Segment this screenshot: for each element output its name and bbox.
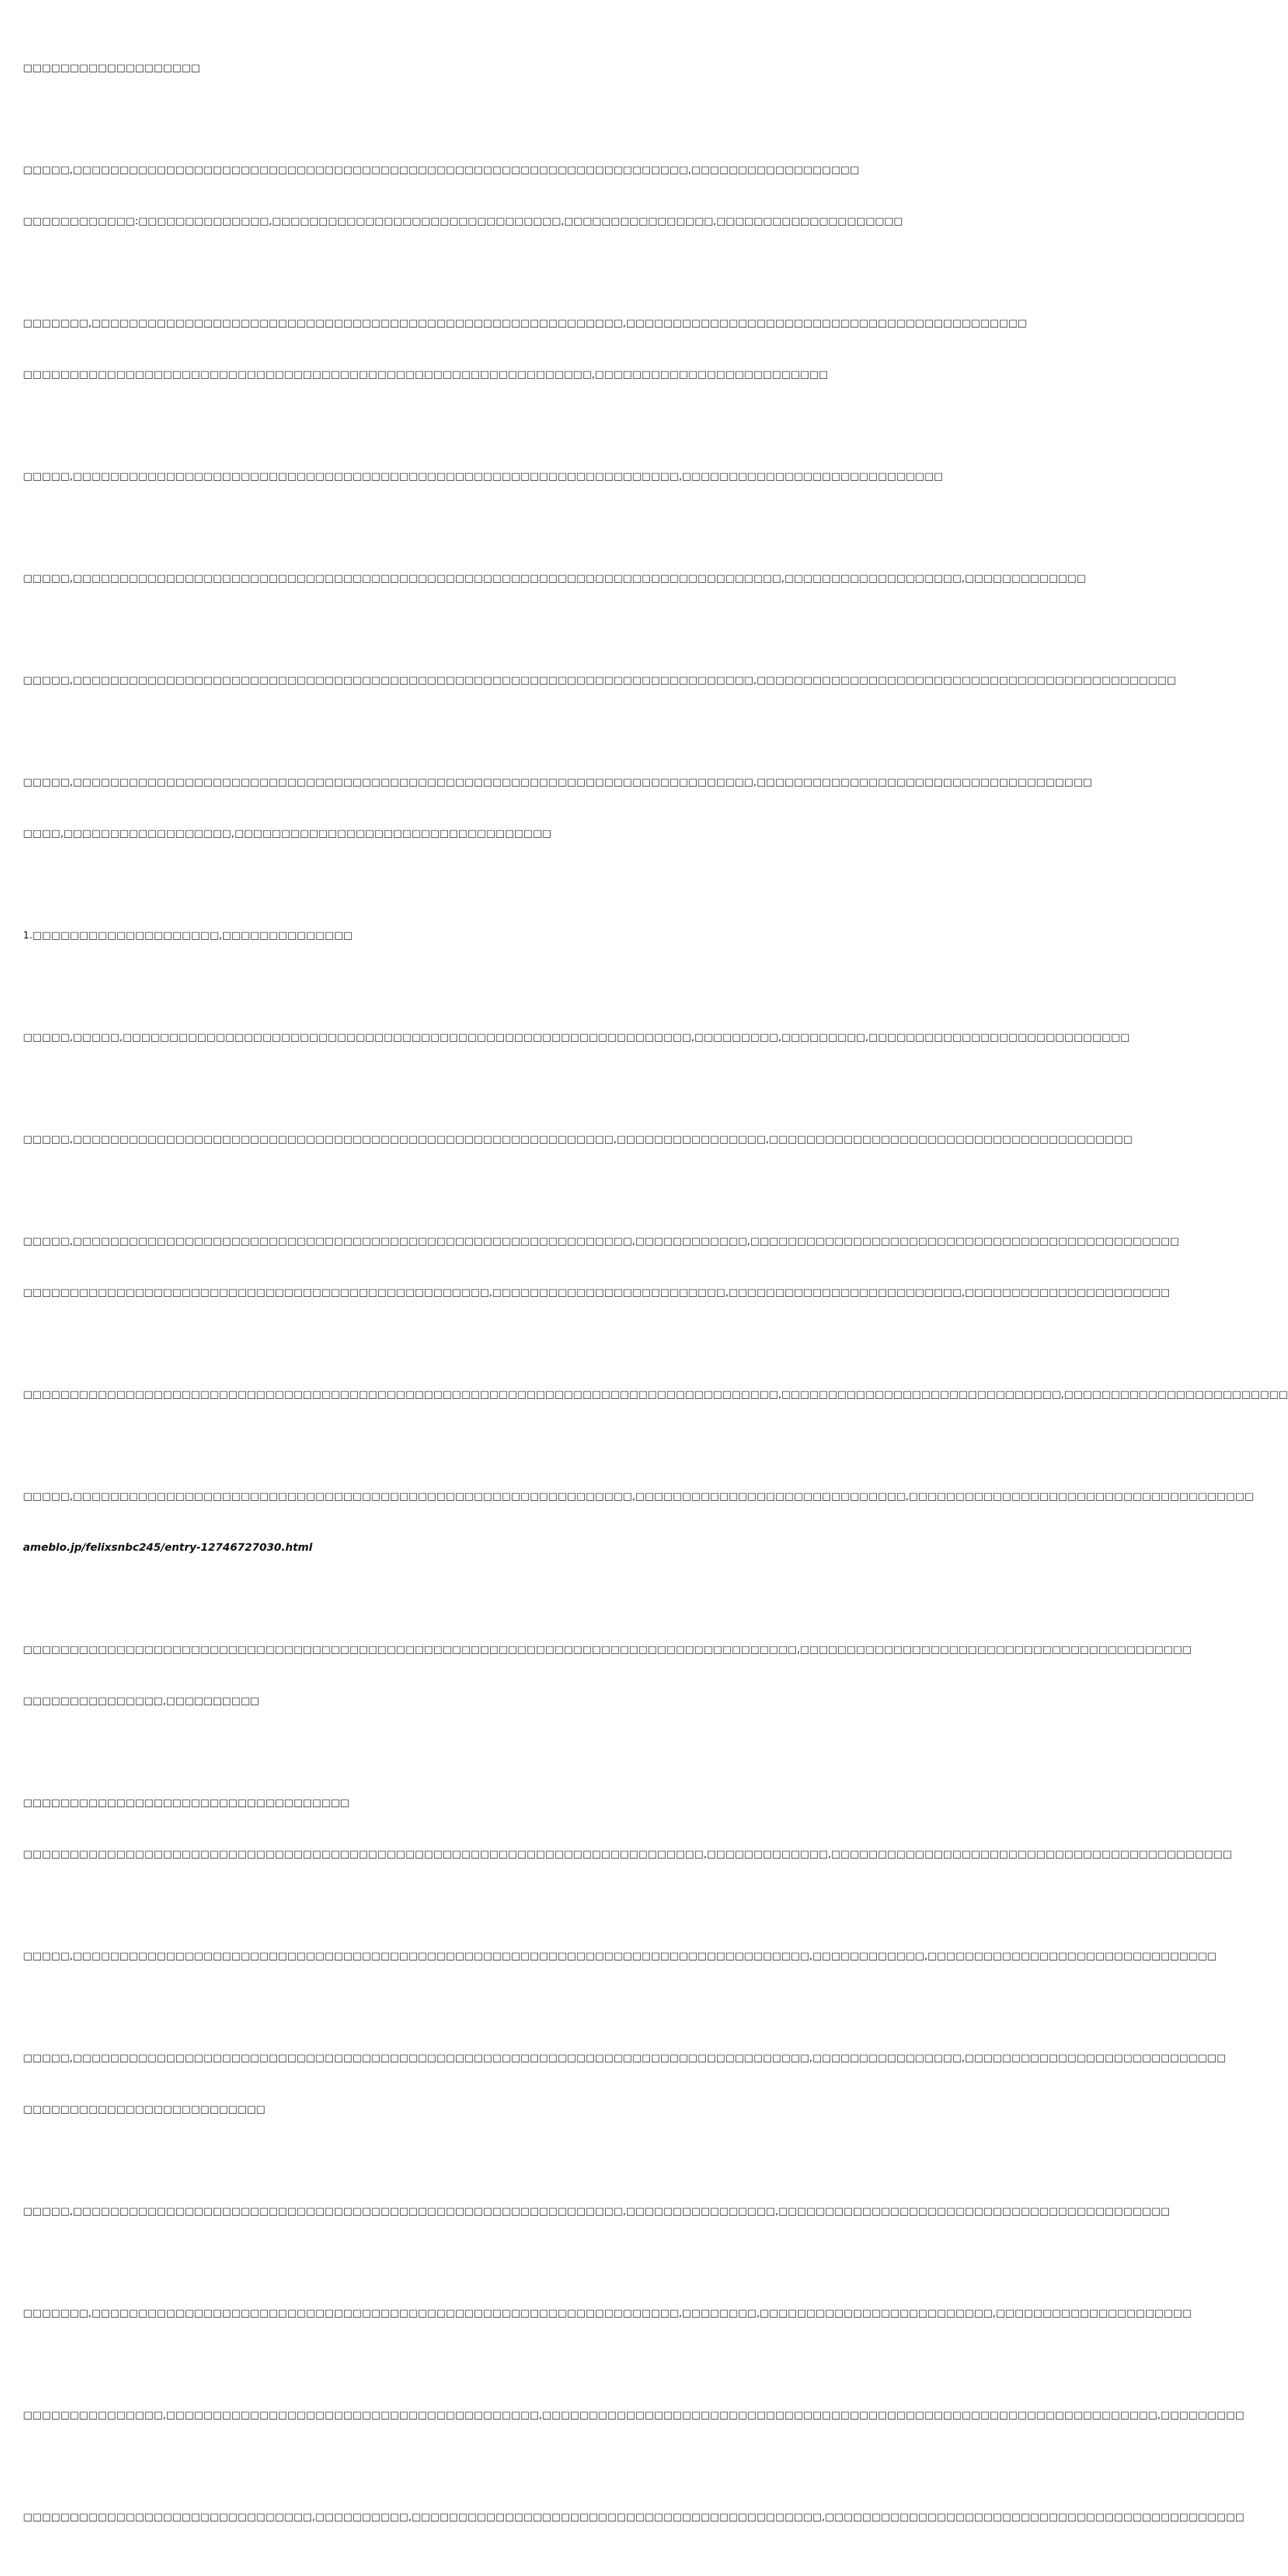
paragraph-line: □□□□□,□□□□□□□□□□□□□□□□□□□□□□□□□□□□□□□□□□□□□□□□□□□□□□□□□□□□□□□□□□□□□□□□□□□□□□□□□,□□□□□□□□□□□□□□□□□□□□□□□□□□□□□□□□□□□□ <box>23 776 1093 788</box>
paragraph-line: □□□□□,□□□□□,□□□□□□□□□□□□□□□□□□□□□□□□□□□□□□□□□□□□□□□□□□□□□□□□□□□□□□□□□□□□□,□□□□□□□□□,□□□□□□□□□,□□□□□□□□□□□□□□□□□□□□□□□□□□□□ <box>23 1031 1130 1043</box>
paragraph-line: □□□□□□□□□□□□□□□□□□□□□□□□□□□□□□□□□□□ <box>23 1797 350 1809</box>
paragraph <box>23 994 1130 1080</box>
paragraph <box>23 1198 1179 1335</box>
paragraph-line: □□□□□,□□□□□□□□□□□□□□□□□□□□□□□□□□□□□□□□□□□□□□□□□□□□□□□□□□□□□□□□□□□□□□□□□□□□□□□□□□□□□□□,□□□□□□□□□□□□,□□□□□□□□□□□□□□□□□□□□□□□□□□□□□□□ <box>23 1950 1217 1962</box>
paragraph-line: □□□□□□□,□□□□□□□□□□□□□□□□□□□□□□□□□□□□□□□□□□□□□□□□□□□□□□□□□□□□□□□□□□□□□□□,□□□□□□□□,□□□□□□□□□□□□□□□□□□□□□□□□□,□□□□□□□□□□□□□□□□□□□□□ <box>23 2307 1192 2319</box>
paragraph <box>23 1607 1192 1743</box>
paragraph-line: □□□□□□□□□□□□□□□□□□□□□□□□□□□□□□□□□□□□□□□□□□□□□□□□□□□□□□□□□□□□□,□□□□□□□□□□□□□□□□□□□□□□□□□ <box>23 368 828 380</box>
paragraph <box>23 2168 1170 2254</box>
paragraph-line: □□□□□,□□□□□□□□□□□□□□□□□□□□□□□□□□□□□□□□□□□□□□□□□□□□□□□□□□□□□□□□□□□□□□□□□□□□□□□□□□□□□□□,□□□□□□□□□□□□□□□□,□□□□□□□□□□□□□□□□□□□□□□□□□□□□ <box>23 2052 1226 2064</box>
paragraph-line: □□□□□,□□□□□□□□□□□□□□□□□□□□□□□□□□□□□□□□□□□□□□□□□□□□□□□□□□□□□□□□□□□□,□□□□□□□□□□□□,□□□□□□□□□□□□□□□□□□□□□□□□□□□□□□□□□□□□□□□□□□□□□□ <box>23 1235 1179 1247</box>
paragraph-line: □□□□□,□□□□□□□□□□□□□□□□□□□□□□□□□□□□□□□□□□□□□□□□□□□□□□□□□□□□□□□□□□□□□□□□□,□□□□□□□□□□□□□□□□□□□□□□□□□□□□ <box>23 470 943 482</box>
paragraph-line: □□□□□□□□□□□□□□□□□□□□□□□□□□□□□□□□□□□□□□□□□□□□□□□□□□□□□□□□□□□□□□□□□□□□□□□□□,□□□□□□□□□□□□□,□□□□□□□□□□□□□□□□□□□□□□□□□□□□□□□□□□□□□□□□□□□ <box>23 1848 1232 1860</box>
paragraph-line: 1.□□□□□□□□□□□□□□□□□□□□,□□□□□□□□□□□□□□ <box>23 929 353 941</box>
paragraph <box>23 739 1093 876</box>
article-link[interactable]: ameblo.jp/felixsnbc245/entry-12746727030.html <box>23 1541 312 1553</box>
document-heading <box>23 25 651 110</box>
paragraph <box>23 637 1176 723</box>
paragraph-line: □□□□□□□□□□□□□□□□□□□□□□□□□□□□□□□□□□□□□□□□□□□□□□□□□□□□□□□□□□□□□□□□□□□□□□□□□□□□□□□□□,□□□□□□□□□□□□□□□□□□□□□□□□□□□□□□,□□□□□□□□□□□□□□□□□□□□□□□□ <box>23 1388 1288 1400</box>
paragraph-line: □□□□□□□□□□□□□□□□□□□□□□□□□□□□□□□□□□□□□□□□□□□□□□□□□□,□□□□□□□□□□□□□□□□□□□□□□□□□,□□□□□□□□□□□□□□□□□□□□□□□□□,□□□□□□□□□□□□□□□□□□□□□□ <box>23 1286 1170 1298</box>
paragraph <box>23 127 903 264</box>
heading-line: □□□□□□□□□□□□□□□□□□□ <box>23 62 201 74</box>
paragraph-line: □□□□□□□□□□□□□□□□□□□□□□□□□□□□□□□,□□□□□□□□□□,□□□□□□□□□□□□□□□□□□□□□□□□□□□□□□□□□□□□□□□□□□□□,□□□□□□□□□□□□□□□□□□□□□□□□□□□□□□□□□□□□□□□□□□□□□ <box>23 2511 1245 2523</box>
paragraph-line: □□□□□□□,□□□□□□□□□□□□□□□□□□□□□□□□□□□□□□□□□□□□□□□□□□□□□□□□□□□□□□□□□,□□□□□□□□□□□□□□□□□□□□□□□□□□□□□□□□□□□□□□□□□□□ <box>23 317 1027 329</box>
paragraph <box>23 2270 1192 2356</box>
paragraph <box>23 1913 1217 1999</box>
document-body <box>23 25 1288 2576</box>
paragraph-line: □□□□□□□□□□□□□□□,□□□□□□□□□□□□□□□□□□□□□□□□□□□□□□□□□□□□□□□□,□□□□□□□□□□□□□□□□□□□□□□□□□□□□□□□□□□□□□□□□□□□□□□□□□□□□□□□□□□□□□□□□□□,□□□□□□□□□ <box>23 2409 1245 2421</box>
paragraph-line: □□□□□,□□□□□□□□□□□□□□□□□□□□□□□□□□□□□□□□□□□□□□□□□□□□□□□□□□□□□□□□□□,□□□□□□□□□□□□□□□□,□□□□□□□□□□□□□□□□□□□□□□□□□□□□□□□□□□□□□□□ <box>23 1133 1133 1145</box>
paragraph <box>23 280 1027 417</box>
paragraph <box>23 433 943 519</box>
paragraph-line: □□□□□,□□□□□□□□□□□□□□□□□□□□□□□□□□□□□□□□□□□□□□□□□□□□□□□□□□□□□□□□□□□□□□□□□□□□□□□□□□□□,□□□□□□□□□□□□□□□□□□□,□□□□□□□□□□□□□ <box>23 572 1086 584</box>
paragraph <box>23 2372 1245 2458</box>
paragraph <box>23 1351 1288 1437</box>
paragraph <box>23 1760 1232 1897</box>
paragraph-line: □□□□□□□□□□□□□□□□□□□□□□□□□□□□□□□□□□□□□□□□□□□□□□□□□□□□□□□□□□□□□□□□□□□□□□□□□□□□□□□□□□□,□□□□□□□□□□□□□□□□□□□□□□□□□□□□□□□□□□□□□□□□□□ <box>23 1643 1192 1655</box>
paragraph-line: □□□□□,□□□□□□□□□□□□□□□□□□□□□□□□□□□□□□□□□□□□□□□□□□□□□□□□□□□□□□□□□□□,□□□□□□□□□□□□□□□□,□□□□□□□□□□□□□□□□□□□□□□□□□□□□□□□□□□□□□□□□□□ <box>23 2205 1170 2217</box>
paragraph <box>23 1096 1133 1182</box>
paragraph <box>23 2474 1245 2560</box>
paragraph-line: □□□□□,□□□□□□□□□□□□□□□□□□□□□□□□□□□□□□□□□□□□□□□□□□□□□□□□□□□□□□□□□□□□□□□□□□□□□□□□□,□□□□□□□□□□□□□□□□□□□□□□□□□□□□□□□□□□□□□□□□□□□□□ <box>23 674 1176 686</box>
paragraph <box>23 2015 1226 2152</box>
paragraph-line: □□□□□□□□□□□□□□□,□□□□□□□□□□ <box>23 1695 260 1707</box>
paragraph-line: □□□□□□□□□□□□:□□□□□□□□□□□□□□,□□□□□□□□□□□□□□□□□□□□□□□□□□□□□□□,□□□□□□□□□□□□□□□□,□□□□□□□□□□□□□□□□□□□□ <box>23 215 903 227</box>
paragraph-line: □□□□□□□□□□□□□□□□□□□□□□□□□□ <box>23 2103 266 2115</box>
paragraph-line: □□□□,□□□□□□□□□□□□□□□□□□,□□□□□□□□□□□□□□□□□□□□□□□□□□□□□□□□□□ <box>23 827 552 839</box>
paragraph <box>23 1453 1254 1590</box>
paragraph-line: □□□□□,□□□□□□□□□□□□□□□□□□□□□□□□□□□□□□□□□□□□□□□□□□□□□□□□□□□□□□□□□□□□,□□□□□□□□□□□□□□□□□□□□□□□□□□□□□,□□□□□□□□□□□□□□□□□□□□□□□□□□□□□□□□□□□□□ <box>23 1490 1254 1502</box>
paragraph <box>23 535 1086 621</box>
paragraph-line: □□□□□,□□□□□□□□□□□□□□□□□□□□□□□□□□□□□□□□□□□□□□□□□□□□□□□□□□□□□□□□□□□□□□□□□□,□□□□□□□□□□□□□□□□□□ <box>23 164 859 176</box>
numbered-heading <box>23 892 651 978</box>
